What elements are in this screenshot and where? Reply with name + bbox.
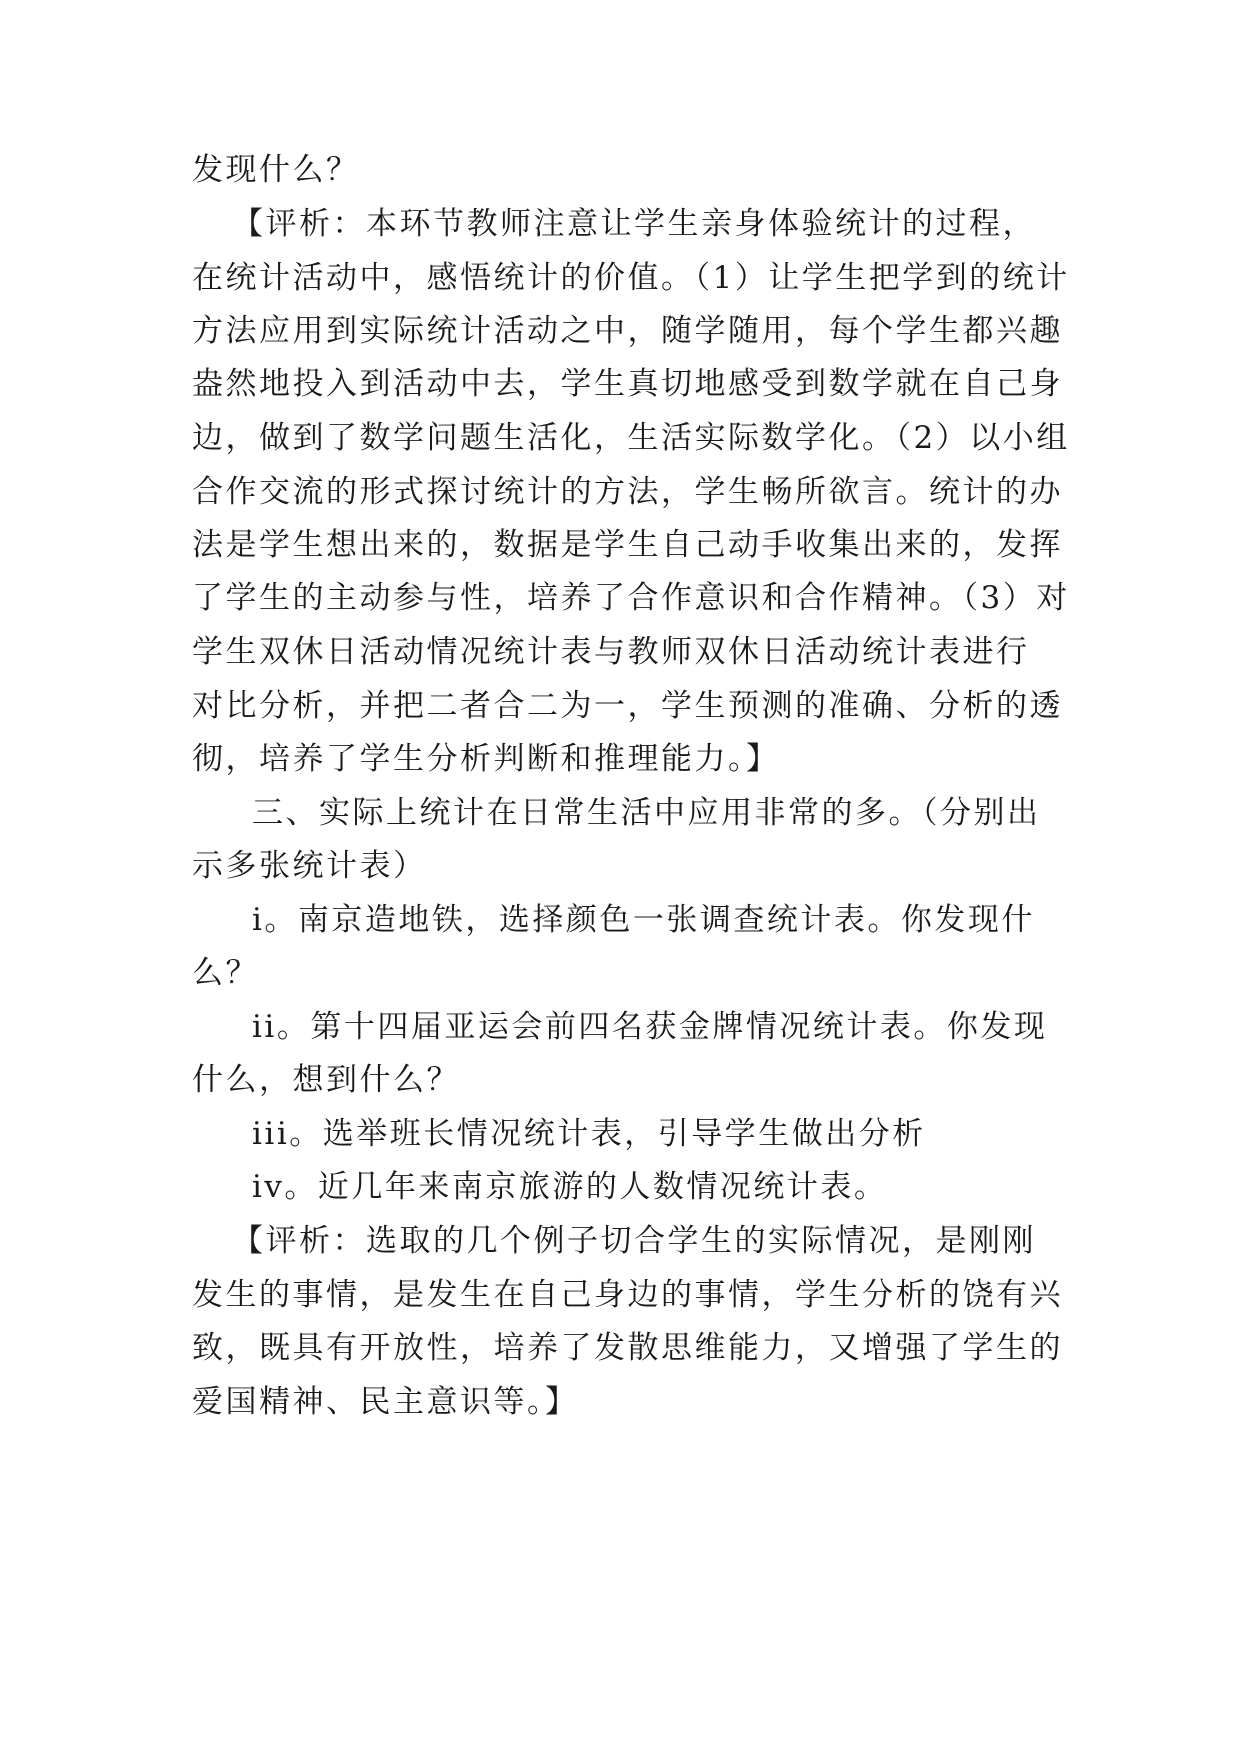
text-line: 在统计活动中，感悟统计的价值。（1）让学生把学到的统计: [192, 260, 1070, 296]
text-line: 彻，培养了学生分析判断和推理能力。】: [192, 741, 780, 777]
text-line: 爱国精神、民主意识等。】: [192, 1384, 579, 1420]
text-line: 示多张统计表）: [192, 848, 427, 884]
text-line: 法是学生想出来的，数据是学生自己动手收集出来的，发挥: [192, 527, 1063, 563]
text-line: iv。近几年来南京旅游的人数情况统计表。: [252, 1169, 888, 1205]
text-line: 【评析：本环节教师注意让学生亲身体验统计的过程，: [232, 206, 1036, 242]
text-line: 了学生的主动参与性，培养了合作意识和合作精神。（3）对: [192, 580, 1070, 616]
text-line: 什么，想到什么？: [192, 1062, 460, 1098]
text-line: 发生的事情，是发生在自己身边的事情，学生分析的饶有兴: [192, 1277, 1063, 1313]
text-line: 学生双休日活动情况统计表与教师双休日活动统计表进行: [192, 634, 1030, 670]
text-line: iii。选举班长情况统计表，引导学生做出分析: [252, 1116, 926, 1152]
text-line: 发现什么？: [192, 152, 360, 188]
text-line: 致，既具有开放性，培养了发散思维能力，又增强了学生的: [192, 1330, 1063, 1366]
text-line: 么？: [192, 955, 259, 991]
text-line: 合作交流的形式探讨统计的方法，学生畅所欲言。统计的办: [192, 474, 1063, 510]
text-line: ii。第十四届亚运会前四名获金牌情况统计表。你发现: [252, 1009, 1048, 1045]
text-line: i。南京造地铁，选择颜色一张调查统计表。你发现什: [252, 902, 1035, 938]
text-line: 对比分析，并把二者合二为一，学生预测的准确、分析的透: [192, 688, 1063, 724]
text-line: 三、实际上统计在日常生活中应用非常的多。（分别出: [252, 795, 1041, 831]
text-line: 边，做到了数学问题生活化，生活实际数学化。（2）以小组: [192, 420, 1070, 456]
text-line: 盎然地投入到活动中去，学生真切地感受到数学就在自己身: [192, 366, 1063, 402]
text-line: 方法应用到实际统计活动之中，随学随用，每个学生都兴趣: [192, 313, 1063, 349]
text-line: 【评析：选取的几个例子切合学生的实际情况，是刚刚: [232, 1223, 1036, 1259]
